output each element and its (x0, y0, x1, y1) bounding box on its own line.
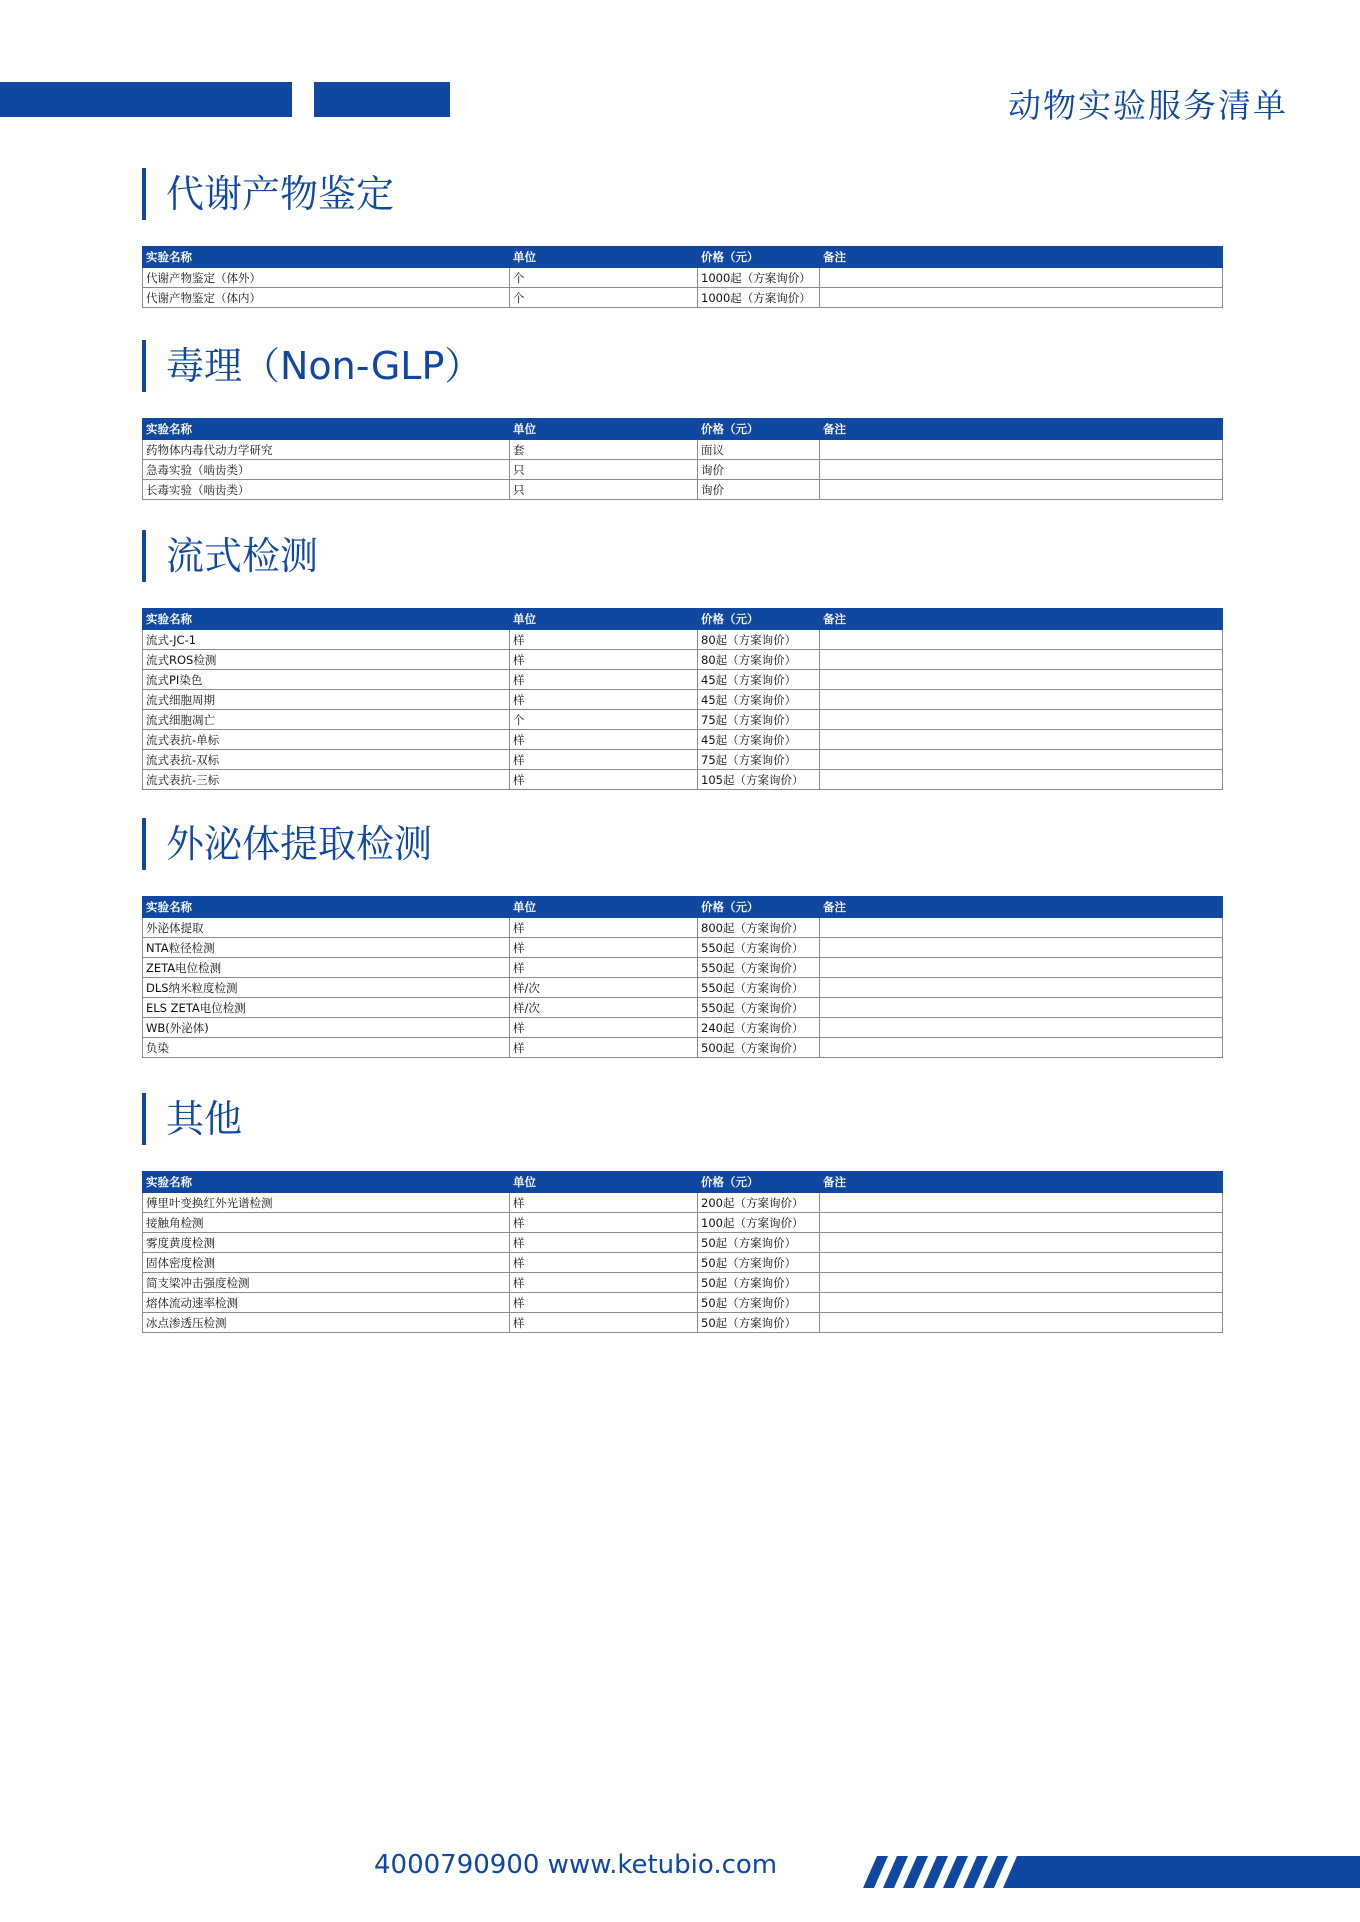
cell-note (820, 1018, 1223, 1038)
cell-unit: 样 (510, 750, 698, 770)
section-exosome (142, 818, 1222, 1058)
cell-experiment-name: 代谢产物鉴定（体外） (143, 268, 510, 288)
cell-unit: 样 (510, 938, 698, 958)
cell-experiment-name: 长毒实验（啮齿类） (143, 480, 510, 500)
section-title: 毒理（Non-GLP） (166, 344, 483, 388)
cell-price: 50起（方案询价） (698, 1313, 820, 1333)
cell-note (820, 460, 1223, 480)
footer-stripe (983, 1856, 1008, 1888)
cell-experiment-name: 熔体流动速率检测 (143, 1293, 510, 1313)
table-row (143, 978, 1223, 998)
cell-price: 80起（方案询价） (698, 650, 820, 670)
cell-price: 105起（方案询价） (698, 770, 820, 790)
section-title: 流式检测 (166, 534, 319, 578)
cell-experiment-name: 代谢产物鉴定（体内） (143, 288, 510, 308)
cell-note (820, 998, 1223, 1018)
cell-price: 1000起（方案询价） (698, 268, 820, 288)
cell-price: 询价 (698, 460, 820, 480)
column-header: 价格（元） (698, 419, 820, 440)
column-header: 实验名称 (143, 609, 510, 630)
cell-price: 75起（方案询价） (698, 750, 820, 770)
footer-stripe-block (1003, 1856, 1360, 1888)
price-table (142, 1171, 1223, 1333)
cell-price: 50起（方案询价） (698, 1253, 820, 1273)
cell-unit: 样 (510, 1313, 698, 1333)
cell-note (820, 770, 1223, 790)
price-table (142, 896, 1223, 1058)
cell-unit: 样 (510, 730, 698, 750)
cell-price: 45起（方案询价） (698, 730, 820, 750)
cell-note (820, 1193, 1223, 1213)
cell-note (820, 730, 1223, 750)
section-title: 其他 (166, 1097, 243, 1141)
cell-price: 80起（方案询价） (698, 630, 820, 650)
cell-experiment-name: 流式-JC-1 (143, 630, 510, 650)
document-title: 动物实验服务清单 (1008, 86, 1288, 125)
section-flow-cytometry (142, 530, 1222, 790)
table-row (143, 710, 1223, 730)
column-header: 价格（元） (698, 247, 820, 268)
price-table (142, 418, 1223, 500)
table-row (143, 1273, 1223, 1293)
cell-experiment-name: WB(外泌体) (143, 1018, 510, 1038)
cell-note (820, 480, 1223, 500)
table-row (143, 480, 1223, 500)
table-row (143, 630, 1223, 650)
column-header: 备注 (820, 1172, 1223, 1193)
section-other (142, 1093, 1222, 1333)
footer-stripe (863, 1856, 888, 1888)
header-accent-bar-short (314, 82, 450, 117)
cell-unit: 样/次 (510, 998, 698, 1018)
column-header: 单位 (510, 419, 698, 440)
cell-unit: 样 (510, 770, 698, 790)
column-header: 备注 (820, 247, 1223, 268)
cell-note (820, 630, 1223, 650)
table-header-row (143, 609, 1223, 630)
cell-price: 200起（方案询价） (698, 1193, 820, 1213)
cell-price: 1000起（方案询价） (698, 288, 820, 308)
cell-unit: 样/次 (510, 978, 698, 998)
cell-unit: 样 (510, 1293, 698, 1313)
cell-price: 550起（方案询价） (698, 998, 820, 1018)
cell-unit: 样 (510, 1273, 698, 1293)
cell-unit: 样 (510, 958, 698, 978)
section-heading (142, 340, 1222, 392)
table-row (143, 1193, 1223, 1213)
cell-unit: 样 (510, 1253, 698, 1273)
table-row (143, 690, 1223, 710)
table-row (143, 998, 1223, 1018)
table-row (143, 268, 1223, 288)
table-header-row (143, 1172, 1223, 1193)
cell-price: 550起（方案询价） (698, 978, 820, 998)
cell-note (820, 1293, 1223, 1313)
table-row (143, 670, 1223, 690)
section-title: 外泌体提取检测 (166, 822, 433, 866)
cell-note (820, 1213, 1223, 1233)
header-accent-bar-long (0, 82, 292, 117)
section-heading (142, 818, 1222, 870)
table-row (143, 1018, 1223, 1038)
cell-unit: 个 (510, 288, 698, 308)
cell-experiment-name: 外泌体提取 (143, 918, 510, 938)
cell-unit: 样 (510, 650, 698, 670)
cell-experiment-name: 接触角检测 (143, 1213, 510, 1233)
table-row (143, 918, 1223, 938)
cell-unit: 样 (510, 690, 698, 710)
cell-unit: 样 (510, 1233, 698, 1253)
cell-unit: 套 (510, 440, 698, 460)
cell-note (820, 1253, 1223, 1273)
cell-note (820, 670, 1223, 690)
table-row (143, 1213, 1223, 1233)
column-header: 实验名称 (143, 897, 510, 918)
column-header: 单位 (510, 1172, 698, 1193)
price-table (142, 608, 1223, 790)
cell-experiment-name: ELS ZETA电位检测 (143, 998, 510, 1018)
footer-stripe (963, 1856, 988, 1888)
cell-price: 550起（方案询价） (698, 938, 820, 958)
table-row (143, 770, 1223, 790)
column-header: 备注 (820, 609, 1223, 630)
cell-experiment-name: 流式表抗-双标 (143, 750, 510, 770)
section-title: 代谢产物鉴定 (166, 172, 395, 216)
cell-note (820, 440, 1223, 460)
section-metabolite-identification (142, 168, 1222, 308)
table-row (143, 1038, 1223, 1058)
cell-unit: 个 (510, 268, 698, 288)
cell-note (820, 938, 1223, 958)
cell-experiment-name: 流式表抗-三标 (143, 770, 510, 790)
section-heading-bar (142, 1093, 146, 1145)
cell-unit: 样 (510, 630, 698, 650)
cell-experiment-name: ZETA电位检测 (143, 958, 510, 978)
footer-stripe-decoration (855, 1856, 1360, 1888)
cell-price: 50起（方案询价） (698, 1233, 820, 1253)
table-row (143, 288, 1223, 308)
cell-note (820, 650, 1223, 670)
cell-experiment-name: 流式表抗-单标 (143, 730, 510, 750)
cell-price: 500起（方案询价） (698, 1038, 820, 1058)
cell-price: 45起（方案询价） (698, 690, 820, 710)
cell-note (820, 958, 1223, 978)
table-row (143, 938, 1223, 958)
cell-price: 75起（方案询价） (698, 710, 820, 730)
column-header: 实验名称 (143, 1172, 510, 1193)
section-heading (142, 1093, 1222, 1145)
column-header: 单位 (510, 609, 698, 630)
cell-unit: 样 (510, 1038, 698, 1058)
cell-note (820, 288, 1223, 308)
table-header-row (143, 897, 1223, 918)
cell-note (820, 1313, 1223, 1333)
cell-note (820, 1233, 1223, 1253)
cell-note (820, 978, 1223, 998)
section-heading (142, 530, 1222, 582)
cell-unit: 个 (510, 710, 698, 730)
cell-experiment-name: 流式细胞周期 (143, 690, 510, 710)
cell-experiment-name: 负染 (143, 1038, 510, 1058)
column-header: 实验名称 (143, 247, 510, 268)
column-header: 单位 (510, 247, 698, 268)
cell-price: 询价 (698, 480, 820, 500)
footer-stripe (903, 1856, 928, 1888)
cell-experiment-name: 傅里叶变换红外光谱检测 (143, 1193, 510, 1213)
column-header: 备注 (820, 897, 1223, 918)
column-header: 价格（元） (698, 1172, 820, 1193)
section-toxicology (142, 340, 1222, 500)
price-table (142, 246, 1223, 308)
cell-experiment-name: 急毒实验（啮齿类） (143, 460, 510, 480)
cell-note (820, 918, 1223, 938)
cell-experiment-name: 简支梁冲击强度检测 (143, 1273, 510, 1293)
cell-experiment-name: 固体密度检测 (143, 1253, 510, 1273)
cell-note (820, 710, 1223, 730)
table-row (143, 1233, 1223, 1253)
cell-unit: 样 (510, 1213, 698, 1233)
column-header: 备注 (820, 419, 1223, 440)
table-row (143, 440, 1223, 460)
table-row (143, 958, 1223, 978)
section-heading (142, 168, 1222, 220)
cell-experiment-name: 流式PI染色 (143, 670, 510, 690)
cell-note (820, 750, 1223, 770)
cell-experiment-name: 流式细胞凋亡 (143, 710, 510, 730)
column-header: 价格（元） (698, 609, 820, 630)
section-heading-bar (142, 530, 146, 582)
footer-stripe (943, 1856, 968, 1888)
section-heading-bar (142, 818, 146, 870)
table-row (143, 460, 1223, 480)
cell-price: 550起（方案询价） (698, 958, 820, 978)
cell-unit: 样 (510, 1018, 698, 1038)
column-header: 实验名称 (143, 419, 510, 440)
cell-price: 面议 (698, 440, 820, 460)
cell-price: 800起（方案询价） (698, 918, 820, 938)
cell-unit: 只 (510, 480, 698, 500)
cell-price: 100起（方案询价） (698, 1213, 820, 1233)
section-heading-bar (142, 168, 146, 220)
table-row (143, 1253, 1223, 1273)
column-header: 单位 (510, 897, 698, 918)
column-header: 价格（元） (698, 897, 820, 918)
cell-unit: 样 (510, 918, 698, 938)
cell-note (820, 268, 1223, 288)
cell-experiment-name: 雾度黄度检测 (143, 1233, 510, 1253)
table-row (143, 750, 1223, 770)
cell-experiment-name: 药物体内毒代动力学研究 (143, 440, 510, 460)
table-header-row (143, 419, 1223, 440)
cell-unit: 样 (510, 1193, 698, 1213)
cell-price: 50起（方案询价） (698, 1293, 820, 1313)
cell-experiment-name: 流式ROS检测 (143, 650, 510, 670)
table-row (143, 730, 1223, 750)
cell-experiment-name: DLS纳米粒度检测 (143, 978, 510, 998)
footer-contact: 4000790900 www.ketubio.com (374, 1850, 778, 1880)
cell-unit: 只 (510, 460, 698, 480)
cell-price: 50起（方案询价） (698, 1273, 820, 1293)
cell-note (820, 690, 1223, 710)
cell-unit: 样 (510, 670, 698, 690)
cell-price: 45起（方案询价） (698, 670, 820, 690)
cell-note (820, 1273, 1223, 1293)
footer-stripe (883, 1856, 908, 1888)
table-row (143, 1293, 1223, 1313)
section-heading-bar (142, 340, 146, 392)
cell-experiment-name: NTA粒径检测 (143, 938, 510, 958)
table-row (143, 1313, 1223, 1333)
table-header-row (143, 247, 1223, 268)
cell-experiment-name: 冰点渗透压检测 (143, 1313, 510, 1333)
table-row (143, 650, 1223, 670)
footer-stripe (923, 1856, 948, 1888)
cell-note (820, 1038, 1223, 1058)
cell-price: 240起（方案询价） (698, 1018, 820, 1038)
